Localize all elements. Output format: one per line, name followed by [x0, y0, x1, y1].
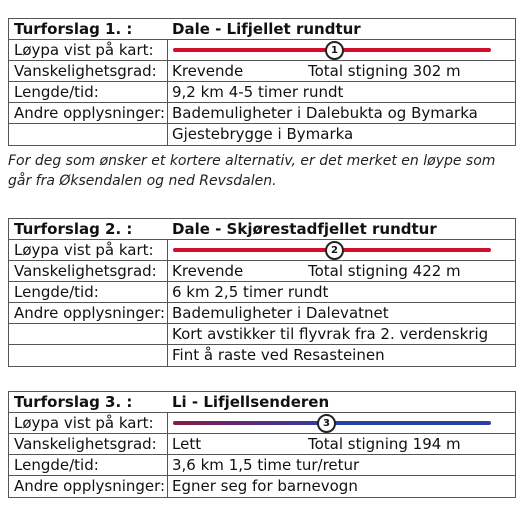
difficulty-row: [9, 61, 515, 82]
difficulty-row: [9, 261, 515, 282]
route-number-badge: 1: [325, 41, 344, 60]
difficulty-label: Vanskelighetsgrad:: [9, 434, 168, 454]
length-row: [9, 282, 515, 303]
route-card-3: [8, 391, 516, 498]
route-line-cell: [168, 40, 515, 60]
route-name: Dale - Skjørestadfjellet rundtur: [172, 220, 437, 238]
route-heading: Turforslag 2. :: [14, 220, 133, 238]
info-row: [9, 476, 515, 497]
length-value: 3,6 km 1,5 time tur/retur: [172, 456, 360, 474]
info-row: [9, 103, 515, 124]
info-value: Fint å raste ved Resasteinen: [172, 346, 385, 364]
difficulty-value: Krevende: [172, 262, 244, 280]
info-row: [9, 345, 515, 366]
difficulty-label: Vanskelighetsgrad:: [9, 261, 168, 281]
map-label: Løypa vist på kart:: [9, 240, 168, 260]
total-climb: Total stigning 302 m: [308, 62, 461, 80]
map-row: [9, 240, 515, 261]
length-label: Lengde/tid:: [9, 455, 168, 475]
difficulty-label: Vanskelighetsgrad:: [9, 61, 168, 81]
length-label: Lengde/tid:: [9, 82, 168, 102]
difficulty-row: [9, 434, 515, 455]
map-label: Løypa vist på kart:: [9, 40, 168, 60]
length-label: Lengde/tid:: [9, 282, 168, 302]
route-heading: Turforslag 3. :: [14, 393, 133, 411]
length-row: [9, 82, 515, 103]
info-row: [9, 124, 515, 145]
length-value: 6 km 2,5 timer rundt: [172, 283, 329, 301]
length-row: [9, 455, 515, 476]
route-card-1: [8, 18, 516, 146]
route-line-cell: [168, 413, 515, 433]
info-label: Andre opplysninger:: [9, 303, 168, 323]
info-row: [9, 324, 515, 345]
info-value: Bademuligheter i Dalebukta og Bymarka: [172, 104, 478, 122]
route-line-cell: [168, 240, 515, 260]
route-name: Dale - Lifjellet rundtur: [172, 20, 361, 38]
route-header: [9, 392, 515, 413]
route-name: Li - Lifjellsenderen: [172, 393, 330, 411]
route-number-badge: 3: [317, 414, 336, 433]
shortcut-note: For deg som ønsker et kortere alternativ, er det merket en løype som går fra Øksendalen og ned Revsdalen.: [8, 153, 496, 189]
difficulty-value: Krevende: [172, 62, 244, 80]
info-value: Gjestebrygge i Bymarka: [172, 125, 354, 143]
info-row: [9, 303, 515, 324]
info-value: Kort avstikker til flyvrak fra 2. verdenskrig: [172, 325, 489, 343]
map-row: [9, 40, 515, 61]
total-climb: Total stigning 422 m: [308, 262, 461, 280]
route-card-2: [8, 218, 516, 367]
route-number-badge: 2: [325, 241, 344, 260]
total-climb: Total stigning 194 m: [308, 435, 461, 453]
info-label: Andre opplysninger:: [9, 103, 168, 123]
length-value: 9,2 km 4-5 timer rundt: [172, 83, 344, 101]
info-value: Bademuligheter i Dalevatnet: [172, 304, 389, 322]
map-row: [9, 413, 515, 434]
difficulty-value: Lett: [172, 435, 202, 453]
route-header: [9, 219, 515, 240]
route-header: [9, 19, 515, 40]
route-heading: Turforslag 1. :: [14, 20, 133, 38]
info-label: Andre opplysninger:: [9, 476, 168, 497]
map-label: Løypa vist på kart:: [9, 413, 168, 433]
info-value: Egner seg for barnevogn: [172, 477, 358, 495]
